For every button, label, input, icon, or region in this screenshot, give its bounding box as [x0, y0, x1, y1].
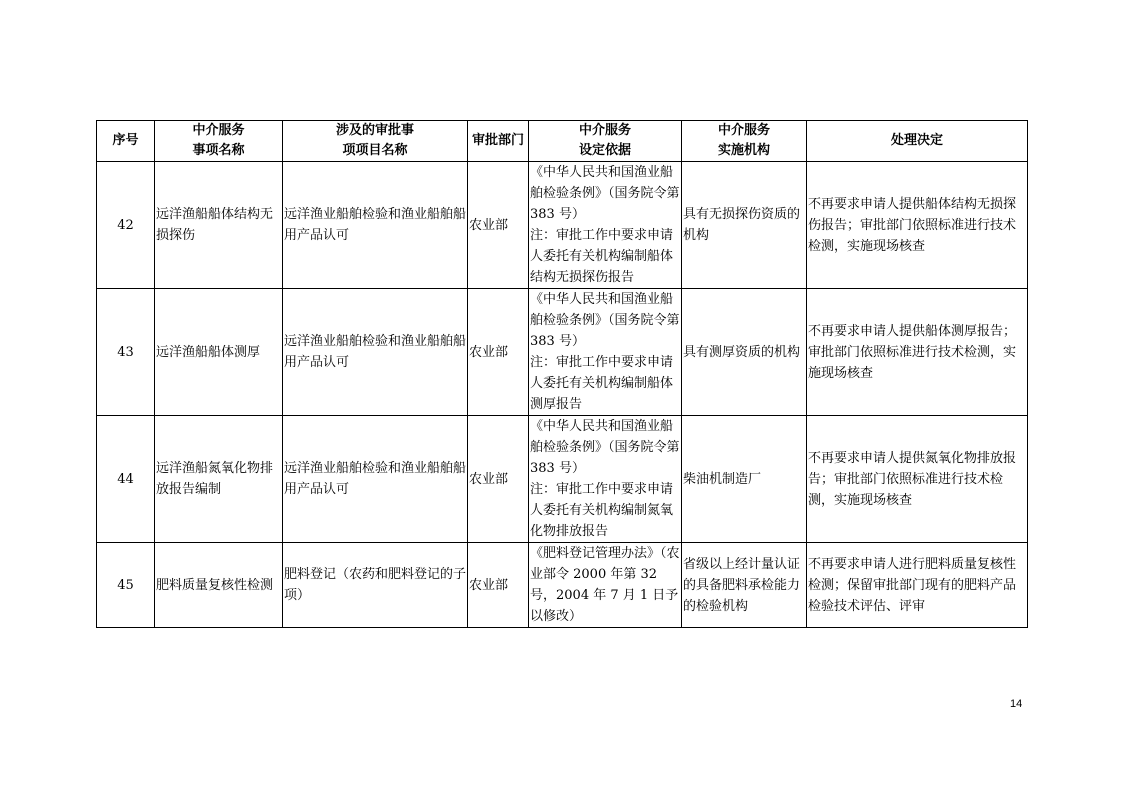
table-row	[97, 543, 1028, 628]
header-agency: 中介服务 实施机构	[682, 121, 807, 162]
cell-decision: 不再要求申请人进行肥料质量复核性检测；保留审批部门现有的肥料产品检验技术评估、评审	[807, 543, 1028, 628]
cell-decision: 不再要求申请人提供船体结构无损探伤报告；审批部门依照标准进行技术检测，实施现场核查	[807, 162, 1028, 289]
header-no: 序号	[97, 121, 155, 162]
table-row	[97, 289, 1028, 416]
cell-service-item: 远洋渔船氮氧化物排放报告编制	[155, 416, 283, 543]
cell-approval-item: 远洋渔业船舶检验和渔业船舶船用产品认可	[283, 162, 468, 289]
cell-basis: 《肥料登记管理办法》（农业部令 2000 年第 32 号，2004 年 7 月 1 日予以修改）	[529, 543, 682, 628]
header-basis: 中介服务 设定依据	[529, 121, 682, 162]
intermediary-services-table	[96, 120, 1028, 628]
cell-dept: 农业部	[468, 543, 529, 628]
cell-no: 45	[97, 543, 155, 628]
cell-no: 43	[97, 289, 155, 416]
cell-dept: 农业部	[468, 289, 529, 416]
header-service-item: 中介服务 事项名称	[155, 121, 283, 162]
table-row	[97, 416, 1028, 543]
header-dept: 审批部门	[468, 121, 529, 162]
cell-agency: 具有测厚资质的机构	[682, 289, 807, 416]
cell-service-item: 远洋渔船船体结构无损探伤	[155, 162, 283, 289]
cell-decision: 不再要求申请人提供船体测厚报告；审批部门依照标准进行技术检测，实施现场核查	[807, 289, 1028, 416]
cell-basis: 《中华人民共和国渔业船舶检验条例》（国务院令第 383 号） 注：审批工作中要求申请人委托有关机构编制船体结构无损探伤报告	[529, 162, 682, 289]
cell-no: 42	[97, 162, 155, 289]
cell-approval-item: 远洋渔业船舶检验和渔业船舶船用产品认可	[283, 289, 468, 416]
cell-approval-item: 远洋渔业船舶检验和渔业船舶船用产品认可	[283, 416, 468, 543]
cell-decision: 不再要求申请人提供氮氧化物排放报告；审批部门依照标准进行技术检测，实施现场核查	[807, 416, 1028, 543]
cell-dept: 农业部	[468, 162, 529, 289]
cell-basis: 《中华人民共和国渔业船舶检验条例》（国务院令第 383 号） 注：审批工作中要求申请人委托有关机构编制船体测厚报告	[529, 289, 682, 416]
header-approval-item: 涉及的审批事 项项目名称	[283, 121, 468, 162]
table-header-row	[97, 121, 1028, 162]
cell-agency: 省级以上经计量认证的具备肥料承检能力的检验机构	[682, 543, 807, 628]
cell-no: 44	[97, 416, 155, 543]
cell-basis: 《中华人民共和国渔业船舶检验条例》（国务院令第 383 号） 注：审批工作中要求申请人委托有关机构编制氮氧化物排放报告	[529, 416, 682, 543]
page-number: 14	[1010, 698, 1023, 710]
table-row	[97, 162, 1028, 289]
header-decision: 处理决定	[807, 121, 1028, 162]
cell-service-item: 肥料质量复核性检测	[155, 543, 283, 628]
cell-dept: 农业部	[468, 416, 529, 543]
cell-agency: 具有无损探伤资质的机构	[682, 162, 807, 289]
cell-service-item: 远洋渔船船体测厚	[155, 289, 283, 416]
cell-agency: 柴油机制造厂	[682, 416, 807, 543]
cell-approval-item: 肥料登记（农药和肥料登记的子项）	[283, 543, 468, 628]
